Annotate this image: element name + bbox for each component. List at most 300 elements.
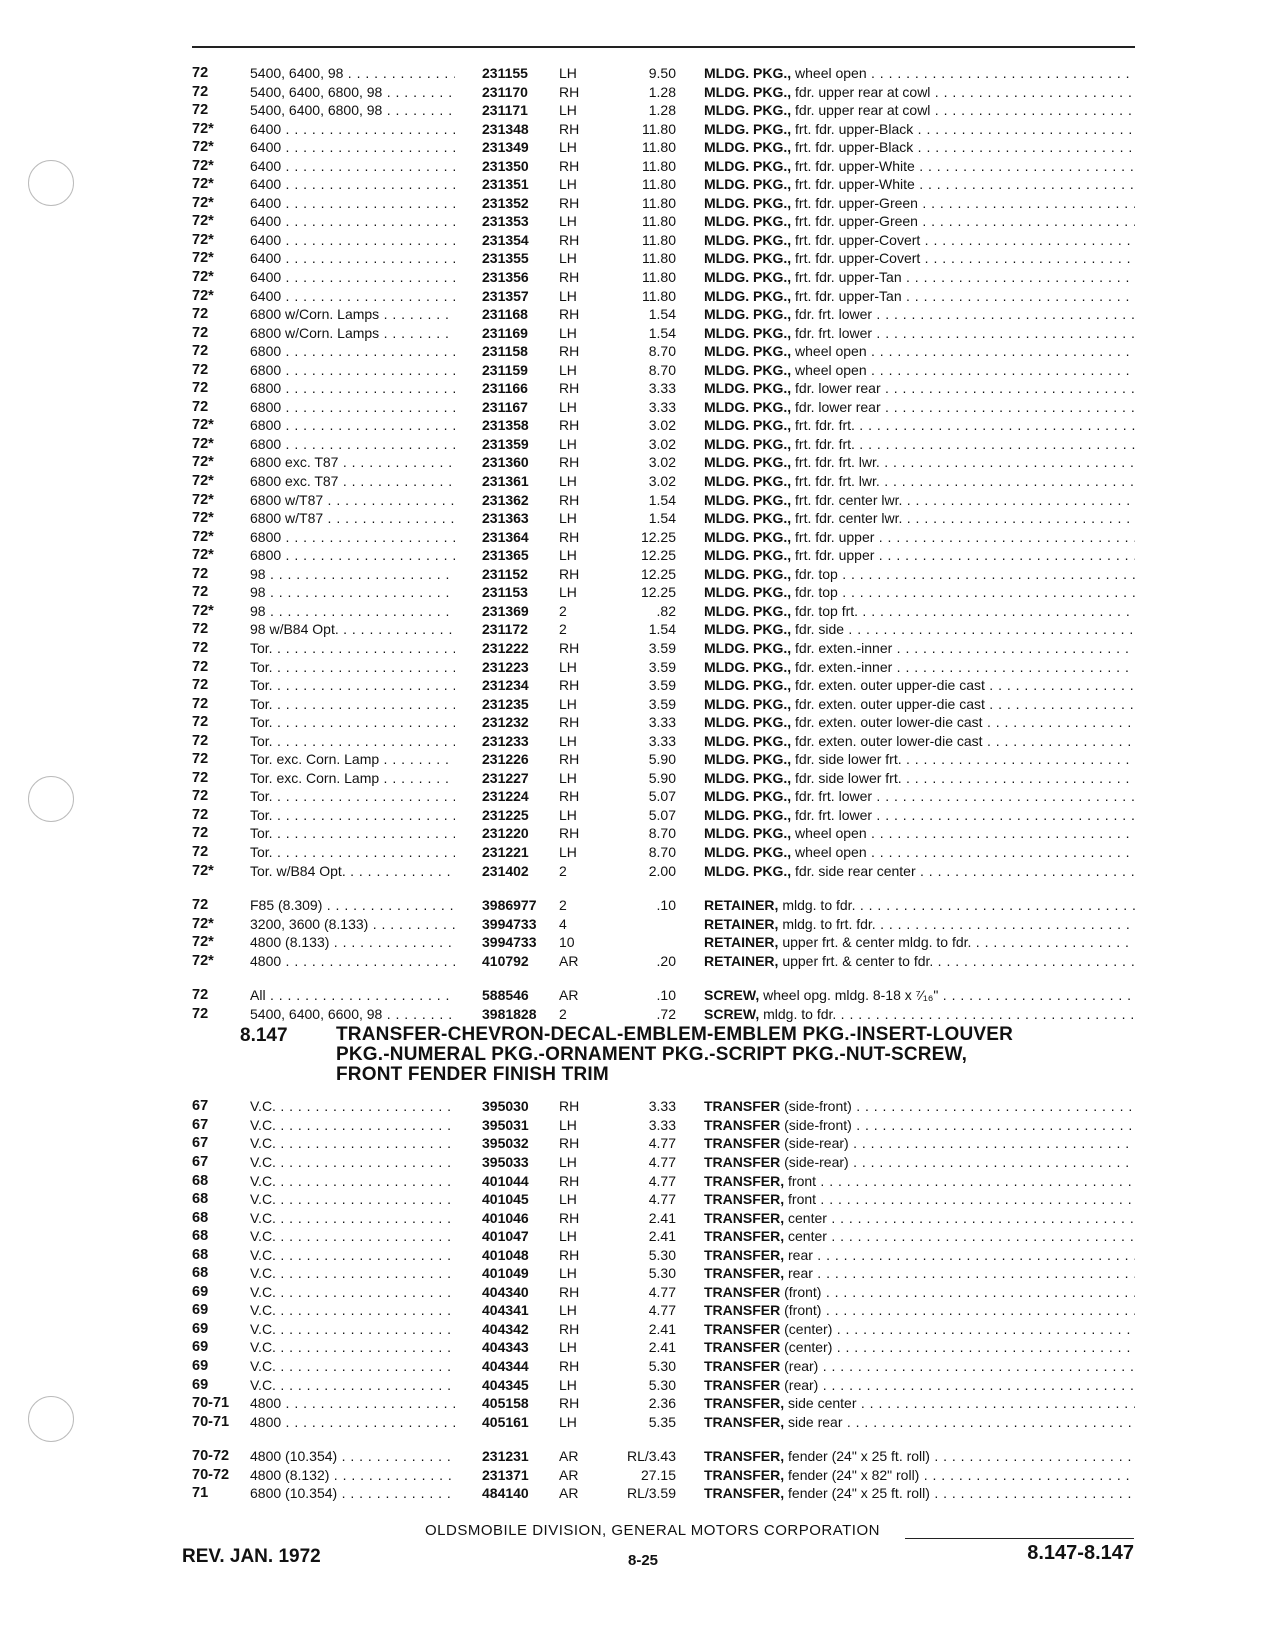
table-row [192, 361, 1135, 380]
part-number-cell: 231152 [482, 565, 528, 582]
year-cell: 72* [192, 454, 214, 471]
quantity-cell: 2 [559, 1005, 567, 1022]
description-cell [704, 138, 1135, 157]
price-cell: 1.54 [648, 491, 676, 508]
year-cell: 72* [192, 862, 214, 879]
model-text: Tor. [250, 843, 273, 860]
model-cell [250, 824, 455, 843]
year-cell: 72 [192, 380, 209, 397]
part-description: wheel open [795, 343, 867, 360]
quantity-cell: LH [559, 1302, 577, 1319]
part-name: MLDG. PKG., [704, 343, 792, 360]
part-name: MLDG. PKG., [704, 639, 792, 656]
model-text: Tor. exc. Corn. Lamp [250, 751, 380, 768]
model-cell [250, 952, 455, 971]
table-row [192, 602, 1135, 621]
description-cell [704, 952, 1135, 971]
price-cell: 5.30 [648, 1358, 676, 1374]
price-cell: 12.25 [640, 528, 676, 545]
year-cell: 69 [192, 1358, 209, 1374]
model-text: V.C. [250, 1358, 276, 1374]
year-cell: 68 [192, 1228, 209, 1245]
quantity-cell: RH [559, 677, 580, 694]
table-row [192, 472, 1135, 491]
quantity-cell: LH [559, 1265, 577, 1282]
part-number-cell: 231221 [482, 843, 529, 860]
model-cell [250, 1376, 455, 1395]
model-text: V.C. [250, 1302, 276, 1319]
table-row [192, 565, 1135, 584]
model-text: 6400 [250, 139, 282, 156]
price-cell: 3.59 [648, 658, 676, 675]
part-name: TRANSFER, [704, 1172, 785, 1189]
year-cell: 72 [192, 565, 209, 582]
quantity-cell: RH [559, 194, 580, 211]
description-cell [704, 1301, 1135, 1320]
part-description: fdr. side lower frt. [795, 769, 902, 786]
part-description: frt. fdr. upper-White [795, 157, 915, 174]
part-description: (rear) [784, 1376, 819, 1393]
part-name: MLDG. PKG., [704, 843, 792, 860]
part-name: MLDG. PKG., [704, 677, 792, 694]
table-row [192, 933, 1135, 952]
year-cell: 72* [192, 194, 214, 211]
table-row [192, 379, 1135, 398]
quantity-cell: LH [559, 584, 577, 601]
model-text: Tor. exc. Corn. Lamp [250, 769, 380, 786]
price-cell: 12.25 [640, 565, 676, 582]
year-cell: 72 [192, 584, 209, 601]
part-name: TRANSFER [704, 1116, 781, 1133]
description-cell [704, 305, 1135, 324]
table-row [192, 843, 1135, 862]
price-cell: 8.70 [648, 843, 676, 860]
part-name: TRANSFER [704, 1339, 781, 1356]
part-number-cell: 401046 [482, 1209, 529, 1226]
price-cell: 3.02 [648, 417, 676, 434]
part-name: MLDG. PKG., [704, 398, 792, 415]
part-description: (front) [784, 1302, 822, 1319]
price-cell: 12.25 [640, 584, 676, 601]
part-description: frt. fdr. upper-White [795, 176, 915, 193]
part-number-cell: 231172 [482, 621, 528, 638]
price-cell: 9.50 [648, 65, 676, 81]
model-text: V.C. [250, 1246, 276, 1263]
part-number-cell: 231153 [482, 584, 528, 601]
part-number-cell: 231220 [482, 825, 529, 842]
part-description: frt. fdr. upper-Tan [795, 269, 902, 286]
quantity-cell: RH [559, 417, 580, 434]
part-number-cell: 3986977 [482, 897, 537, 914]
model-text: V.C. [250, 1209, 276, 1226]
table-row [192, 1005, 1135, 1024]
part-number-cell: 3994733 [482, 915, 537, 932]
part-description: frt. fdr. upper-Black [795, 139, 914, 156]
part-number-cell: 231358 [482, 417, 529, 434]
quantity-cell: RH [559, 1098, 580, 1115]
description-cell [704, 896, 1135, 915]
quantity-cell: RH [559, 565, 580, 582]
quantity-cell: RH [559, 1358, 580, 1374]
table-row [192, 1484, 1135, 1503]
section-title-line: TRANSFER-CHEVRON-DECAL-EMBLEM-EMBLEM PKG.-INSERT-LOUVER [336, 1024, 1014, 1046]
model-text: 6800 w/T87 [250, 491, 324, 508]
model-text: 6400 [250, 287, 282, 304]
price-cell: 5.30 [648, 1265, 676, 1282]
model-text: 98 w/B84 Opt. [250, 621, 339, 638]
quantity-cell: RH [559, 231, 580, 248]
quantity-cell: RH [559, 380, 580, 397]
quantity-cell: LH [559, 213, 577, 230]
model-text: 6400 [250, 176, 282, 193]
model-cell [250, 1338, 455, 1357]
description-cell [704, 1246, 1135, 1265]
part-name: MLDG. PKG., [704, 732, 792, 749]
model-text: V.C. [250, 1098, 276, 1115]
description-cell [704, 1005, 1135, 1024]
price-cell: 3.02 [648, 435, 676, 452]
year-cell: 70-71 [192, 1395, 230, 1412]
part-number-cell: 231350 [482, 157, 529, 174]
year-cell: 69 [192, 1320, 209, 1337]
model-cell [250, 120, 455, 139]
model-text: V.C. [250, 1172, 276, 1189]
part-number-cell: 231226 [482, 751, 529, 768]
quantity-cell: LH [559, 176, 577, 193]
part-description: wheel open [795, 843, 867, 860]
parts-listing [192, 64, 1135, 1503]
part-number-cell: 231369 [482, 602, 529, 619]
model-cell [250, 268, 455, 287]
model-text: 6800 (10.354) [250, 1485, 338, 1502]
description-cell [704, 1172, 1135, 1191]
part-name: MLDG. PKG., [704, 769, 792, 786]
part-name: MLDG. PKG., [704, 825, 792, 842]
description-cell [704, 120, 1135, 139]
quantity-cell: RH [559, 788, 580, 805]
price-cell: 1.28 [648, 102, 676, 119]
part-name: MLDG. PKG., [704, 417, 792, 434]
price-cell: .82 [656, 602, 676, 619]
year-cell: 72 [192, 102, 209, 119]
year-cell: 72 [192, 843, 209, 860]
punch-hole [28, 1396, 74, 1442]
quantity-cell: LH [559, 435, 577, 452]
table-row [192, 896, 1135, 915]
description-cell [704, 361, 1135, 380]
section-number: 8.147 [240, 1025, 288, 1047]
part-name: TRANSFER, [704, 1209, 785, 1226]
model-cell [250, 361, 455, 380]
part-name: MLDG. PKG., [704, 194, 792, 211]
part-description: fender (24" x 82" roll) [788, 1466, 920, 1483]
model-text: Tor. [250, 639, 273, 656]
description-cell [704, 1484, 1135, 1503]
part-number-cell: 395030 [482, 1098, 529, 1115]
price-cell: 8.70 [648, 361, 676, 378]
part-number-cell: 231360 [482, 454, 529, 471]
model-cell [250, 1227, 455, 1246]
footer-page-number: 8-25 [628, 1552, 659, 1569]
table-row [192, 249, 1135, 268]
quantity-cell: RH [559, 1395, 580, 1412]
price-cell: 5.07 [648, 806, 676, 823]
punch-hole [28, 776, 74, 822]
description-cell [704, 416, 1135, 435]
model-text: 6400 [250, 157, 282, 174]
part-number-cell: 231349 [482, 139, 529, 156]
part-description: front [788, 1172, 817, 1189]
part-name: TRANSFER, [704, 1395, 785, 1412]
price-cell: 2.00 [648, 862, 676, 879]
year-cell: 72 [192, 83, 209, 100]
quantity-cell: AR [559, 987, 579, 1004]
part-name: MLDG. PKG., [704, 176, 792, 193]
quantity-cell: RH [559, 491, 580, 508]
table-row [192, 750, 1135, 769]
quantity-cell: LH [559, 769, 577, 786]
part-number-cell: 231233 [482, 732, 529, 749]
price-cell: 5.90 [648, 769, 676, 786]
model-text: 6800 [250, 435, 282, 452]
part-number-cell: 404342 [482, 1320, 529, 1337]
year-cell: 72 [192, 987, 209, 1004]
part-number-cell: 3981828 [482, 1005, 537, 1022]
table-row [192, 787, 1135, 806]
year-cell: 72* [192, 435, 214, 452]
part-name: TRANSFER [704, 1376, 781, 1393]
quantity-cell: AR [559, 952, 579, 969]
description-cell [704, 1413, 1135, 1432]
part-name: MLDG. PKG., [704, 120, 792, 137]
price-cell: 11.80 [642, 269, 676, 286]
description-cell [704, 639, 1135, 658]
part-number-cell: 231362 [482, 491, 529, 508]
part-description: frt. fdr. upper-Covert [795, 231, 921, 248]
quantity-cell: RH [559, 1209, 580, 1226]
model-text: 4800 [250, 1395, 282, 1412]
table-row [192, 546, 1135, 565]
model-cell [250, 639, 455, 658]
quantity-cell: RH [559, 454, 580, 471]
part-name: TRANSFER, [704, 1228, 785, 1245]
description-cell [704, 1357, 1135, 1376]
model-cell [250, 1005, 455, 1024]
description-cell [704, 175, 1135, 194]
table-row [192, 324, 1135, 343]
year-cell: 72 [192, 825, 209, 842]
description-cell [704, 806, 1135, 825]
part-number-cell: 231352 [482, 194, 529, 211]
year-cell: 72* [192, 120, 214, 137]
year-cell: 72* [192, 915, 214, 932]
part-description: frt. fdr. upper-Black [795, 120, 914, 137]
part-name: RETAINER, [704, 934, 779, 951]
part-number-cell: 231158 [482, 343, 528, 360]
table-row [192, 1338, 1135, 1357]
table-row [192, 138, 1135, 157]
table-row [192, 1376, 1135, 1395]
model-cell [250, 986, 455, 1005]
part-description: fdr. upper rear at cowl [795, 83, 931, 100]
table-row [192, 769, 1135, 788]
model-cell [250, 1484, 455, 1503]
model-text: Tor. [250, 806, 273, 823]
part-name: TRANSFER, [704, 1485, 785, 1502]
part-name: RETAINER, [704, 952, 779, 969]
table-row [192, 713, 1135, 732]
description-cell [704, 194, 1135, 213]
year-cell: 72 [192, 621, 209, 638]
quantity-cell: LH [559, 324, 577, 341]
part-description: frt. fdr. upper-Green [795, 213, 918, 230]
model-text: V.C. [250, 1135, 276, 1152]
description-cell [704, 658, 1135, 677]
quantity-cell: RH [559, 1320, 580, 1337]
quantity-cell: RH [559, 714, 580, 731]
price-cell: .72 [656, 1005, 676, 1022]
price-cell: 11.80 [642, 231, 676, 248]
part-description: mldg. to fdr. [763, 1005, 837, 1022]
description-cell [704, 1264, 1135, 1283]
part-name: MLDG. PKG., [704, 306, 792, 323]
part-number-cell: 401049 [482, 1265, 529, 1282]
part-description: fdr. lower rear [795, 398, 881, 415]
description-cell [704, 1466, 1135, 1485]
price-cell: 11.80 [642, 213, 676, 230]
part-name: MLDG. PKG., [704, 510, 792, 527]
model-cell [250, 1413, 455, 1432]
year-cell: 68 [192, 1191, 209, 1208]
model-cell [250, 565, 455, 584]
part-number-cell: 231371 [482, 1466, 529, 1483]
model-cell [250, 862, 455, 881]
part-number-cell: 401045 [482, 1191, 529, 1208]
table-row [192, 416, 1135, 435]
model-cell [250, 509, 455, 528]
model-cell [250, 896, 455, 915]
footer-revision: REV. JAN. 1972 [182, 1546, 321, 1567]
group-gap [192, 970, 1135, 986]
description-cell [704, 249, 1135, 268]
table-row [192, 915, 1135, 934]
model-text: 5400, 6400, 98 [250, 65, 344, 81]
quantity-cell: LH [559, 1376, 577, 1393]
quantity-cell: LH [559, 732, 577, 749]
year-cell: 72* [192, 157, 214, 174]
part-number-cell: 231223 [482, 658, 529, 675]
year-cell: 68 [192, 1172, 209, 1189]
table-row [192, 101, 1135, 120]
model-text: V.C. [250, 1283, 276, 1300]
model-text: 4800 (10.354) [250, 1448, 338, 1465]
table-row [192, 1264, 1135, 1283]
table-row [192, 212, 1135, 231]
year-cell: 70-72 [192, 1466, 230, 1483]
price-cell: 3.02 [648, 473, 676, 490]
table-row [192, 453, 1135, 472]
part-number-cell: 231351 [482, 176, 529, 193]
model-text: 6400 [250, 269, 282, 286]
part-name: MLDG. PKG., [704, 454, 792, 471]
model-text: Tor. [250, 714, 273, 731]
year-cell: 70-72 [192, 1448, 230, 1465]
price-cell: 4.77 [648, 1153, 676, 1170]
part-name: MLDG. PKG., [704, 380, 792, 397]
footer-organization: OLDSMOBILE DIVISION, GENERAL MOTORS CORPORATION [400, 1522, 905, 1539]
model-cell [250, 1153, 455, 1172]
part-number-cell: 231159 [482, 361, 528, 378]
footer-section-range: 8.147-8.147 [1027, 1542, 1134, 1564]
description-cell [704, 101, 1135, 120]
part-number-cell: 231357 [482, 287, 529, 304]
part-number-cell: 401048 [482, 1246, 529, 1263]
quantity-cell: LH [559, 695, 577, 712]
model-text: V.C. [250, 1228, 276, 1245]
part-description: fdr. lower rear [795, 380, 881, 397]
model-text: Tor. [250, 677, 273, 694]
description-cell [704, 732, 1135, 751]
year-cell: 72* [192, 417, 214, 434]
price-cell: 5.07 [648, 788, 676, 805]
model-text: 6800 [250, 361, 282, 378]
year-cell: 68 [192, 1246, 209, 1263]
model-cell [250, 305, 455, 324]
model-cell [250, 83, 455, 102]
description-cell [704, 546, 1135, 565]
part-number-cell: 231348 [482, 120, 529, 137]
model-cell [250, 435, 455, 454]
model-cell [250, 1190, 455, 1209]
part-number-cell: 395032 [482, 1135, 529, 1152]
model-text: All [250, 987, 266, 1004]
price-cell: 2.41 [648, 1339, 676, 1356]
quantity-cell: LH [559, 250, 577, 267]
part-name: MLDG. PKG., [704, 584, 792, 601]
part-description: fdr. top [795, 584, 838, 601]
model-text: 5400, 6400, 6800, 98 [250, 102, 383, 119]
description-cell [704, 565, 1135, 584]
quantity-cell: RH [559, 528, 580, 545]
description-cell [704, 620, 1135, 639]
description-cell [704, 231, 1135, 250]
price-cell: 5.35 [648, 1413, 676, 1430]
table-row [192, 658, 1135, 677]
part-description: side rear [788, 1413, 843, 1430]
part-name: MLDG. PKG., [704, 102, 792, 119]
description-cell [704, 602, 1135, 621]
model-cell [250, 843, 455, 862]
price-cell: 2.41 [648, 1320, 676, 1337]
year-cell: 72 [192, 361, 209, 378]
price-cell: 11.80 [642, 176, 676, 193]
part-name: MLDG. PKG., [704, 714, 792, 731]
quantity-cell: RH [559, 306, 580, 323]
part-name: MLDG. PKG., [704, 231, 792, 248]
part-description: frt. fdr. frt. [795, 417, 855, 434]
table-row [192, 83, 1135, 102]
model-text: 6800 w/Corn. Lamps [250, 324, 380, 341]
part-number-cell: 3994733 [482, 934, 537, 951]
year-cell: 72 [192, 306, 209, 323]
model-cell [250, 1264, 455, 1283]
part-number-cell: 404341 [482, 1302, 529, 1319]
year-cell: 72* [192, 231, 214, 248]
price-cell: 1.54 [648, 621, 676, 638]
part-number-cell: 231225 [482, 806, 529, 823]
part-name: MLDG. PKG., [704, 621, 792, 638]
description-cell [704, 769, 1135, 788]
